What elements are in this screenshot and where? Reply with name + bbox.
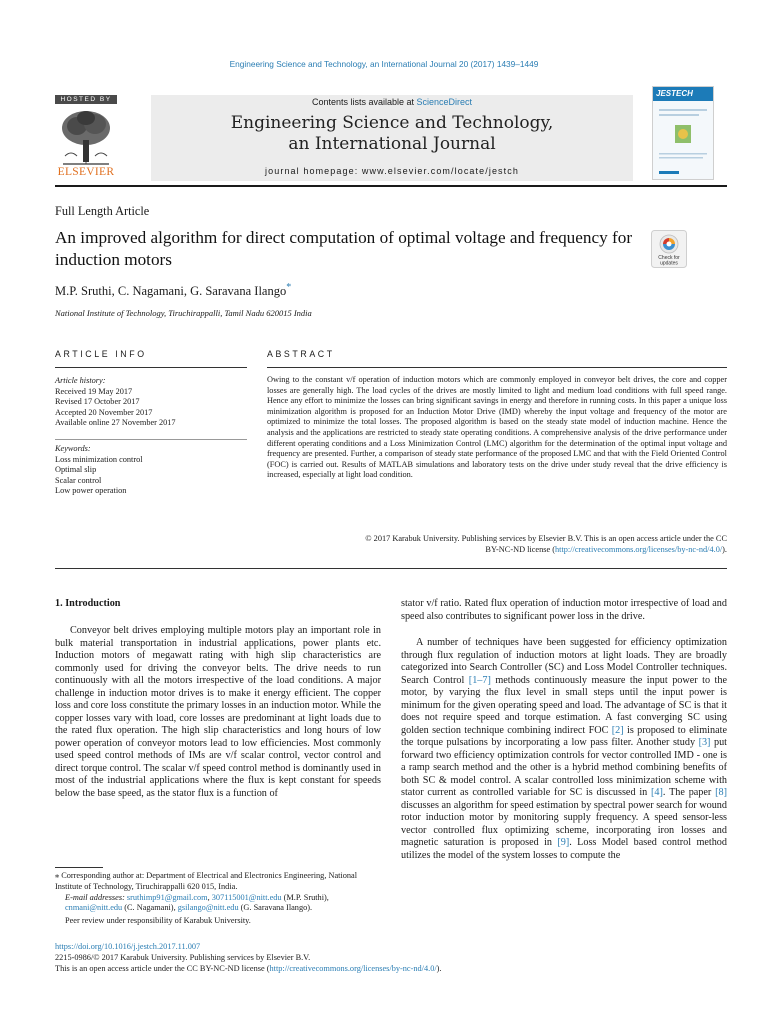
paragraph-text: methods continuously measure the input power to the motor, by varying the flux level in small steps until the input power is minimum for the given operating speed and load. The advantage of SC is that it does not require speed and torque estimation. A fast converging SC using golden section technique combining indirect FOC — [401, 674, 727, 736]
elsevier-logo-text: ELSEVIER — [57, 166, 115, 178]
journal-homepage[interactable]: journal homepage: www.elsevier.com/locate/jestch — [265, 166, 519, 176]
oa-prefix: This is an open access article under the CC BY-NC-ND license ( — [55, 963, 270, 973]
article-info-divider — [55, 367, 247, 368]
peer-review-note: Peer review under responsibility of Karabuk University. — [65, 916, 251, 926]
citation-link[interactable]: [2] — [611, 724, 624, 736]
open-access-line — [55, 964, 442, 975]
header-divider — [55, 185, 727, 187]
abstract-text: Owing to the constant v/f operation of induction motors which are commonly employed in conveyor belt drives, the core and copper losses are generally high. The load cycles of the drives are mostly limited to light and medium load conditions with full speed range. Hence any effort to minimize the losses can bring significant savings in energy and therefore in running costs. In this paper a unique loss minimization algorithm is proposed for an Induction Motor Drive (IMD) whereby the input voltage and frequency of the motor are optimized to minimize the total losses. The proposed algorithm is based on the steady state model of induction machine. Hence the analysis and the applications are restricted to steady state operating conditions. A comprehensive analysis of the drive performance under different operating conditions and a Loss Minimization Control (LMC) algorithm for the determination of the optimal input voltage and frequency are presented. Further, a comparison of steady state performance of the proposed LMC and that with the Field Oriented Control (FOC) is carried out. Results of MATLAB simulations and laboratory tests on the drive under study reveal that the drive efficiency is increased, especially at light load condition. — [267, 375, 727, 480]
bottom-meta — [55, 942, 442, 974]
email-owner: (M.P. Sruthi), — [281, 892, 329, 902]
keywords-label: Keywords: — [55, 444, 91, 453]
contents-available-line — [151, 95, 633, 107]
abstract-bottom-divider — [55, 568, 727, 569]
history-accepted: Accepted 20 November 2017 — [55, 407, 153, 417]
citation-link[interactable]: [8] — [715, 787, 727, 798]
keyword-item: Low power operation — [55, 486, 127, 495]
contents-prefix: Contents lists available at — [311, 97, 417, 107]
svg-text:Check for: Check for — [658, 255, 680, 261]
license-prefix: BY-NC-ND license ( — [485, 544, 556, 554]
cover-logo: JESTECH — [653, 87, 713, 101]
doi-link[interactable]: https://doi.org/10.1016/j.jestch.2017.11.007 — [55, 942, 201, 951]
hosted-by-label: HOSTED BY — [55, 95, 117, 104]
author-list — [55, 282, 291, 299]
sciencedirect-link[interactable]: ScienceDirect — [416, 97, 473, 107]
email-owner: (G. Saravana Ilango). — [238, 903, 313, 913]
citation-link[interactable]: [3] — [698, 737, 711, 748]
email-link[interactable]: 307115001@nitt.edu — [211, 892, 282, 902]
paragraph — [401, 637, 727, 862]
paragraph: stator v/f ratio. Rated flux operation of induction motor irrespective of load and speed also contributes to significant power loss in the drive. — [401, 598, 727, 622]
oa-suffix: ). — [436, 963, 442, 973]
journal-title — [151, 113, 633, 155]
email-link[interactable]: gsilango@nitt.edu — [177, 903, 239, 913]
section-heading-introduction: 1. Introduction — [55, 598, 121, 609]
abstract-divider — [267, 367, 727, 368]
email-owner: (C. Nagamani), — [122, 903, 178, 913]
article-title: An improved algorithm for direct computation of optimal voltage and frequency for induction motors — [55, 228, 633, 269]
history-revised: Revised 17 October 2017 — [55, 397, 140, 406]
citation-link[interactable]: [1–7] — [468, 674, 491, 686]
author-names: M.P. Sruthi, C. Nagamani, G. Saravana Ilango — [55, 284, 287, 299]
email-link[interactable]: cnmani@nitt.edu — [65, 903, 123, 913]
citation-link[interactable]: [9] — [557, 837, 570, 848]
license-suffix: ). — [722, 544, 727, 554]
journal-cover-image — [652, 86, 714, 180]
paragraph: Conveyor belt drives employing multiple motors play an important role in bulk material transportation in industrial applications, power plants etc. Induction motors of megawatt rating with high slip characteristics are commonly used for driving the conveyor belts. The drive needs to run continuously with all the motors irrespective of the load conditions. A major challenge in induction motor drives is to make it energy efficient. The copper loss and core loss constitute the primary losses in an induction motor. While the copper losses vary with load, core losses are predominant at light loads due to the rated flux operation. The high slip characteristics and long hours of low power operation of conveyor motors lead to low efficiencies. Most commonly used speed control methods of IMs are v/f scalar control, vector control and direct torque control. The scalar v/f speed control method is dominantly used in most of the industrial applications where the flux is kept constant for speeds below the base speed, as the stator flux is a function of — [55, 625, 381, 799]
journal-title-line1: Engineering Science and Technology, — [230, 113, 554, 133]
abstract-copyright — [267, 534, 727, 555]
check-for-updates-icon[interactable] — [651, 230, 687, 268]
article-type: Full Length Article — [55, 204, 150, 218]
footnote — [55, 871, 381, 927]
paragraph-text: . Loss Model based control method utilizes the model of the system losses to compute the — [401, 837, 727, 861]
copyright-line: © 2017 Karabuk University. Publishing services by Elsevier B.V. This is an open access article under the CC — [365, 534, 727, 543]
keyword-item: Scalar control — [55, 475, 102, 485]
body-column-left — [55, 625, 381, 800]
paragraph-text: . The paper — [662, 787, 716, 798]
footnote-divider — [55, 867, 103, 868]
email-separator: , — [207, 892, 212, 902]
keyword-item: Loss minimization control — [55, 454, 143, 464]
paragraph-text: put forward two efficiency optimization controls for vector controlled IMD - one is a ramp search method and the other is a hybrid method combining benefits of both SC & model control. A scalar controlled loss minimization scheme with stator current as controlled variable for SC is discussed in — [401, 737, 727, 798]
keywords — [55, 444, 247, 497]
citation-link[interactable]: [4] — [651, 787, 663, 798]
journal-title-line2: an International Journal — [288, 134, 496, 154]
email-link[interactable]: sruthimp91@gmail.com — [126, 892, 208, 902]
keywords-divider — [55, 439, 247, 440]
abstract-heading: ABSTRACT — [267, 349, 335, 359]
article-history — [55, 376, 247, 429]
journal-reference-link[interactable]: Engineering Science and Technology, an International Journal 20 (2017) 1439–1449 — [229, 59, 539, 69]
oa-license-link[interactable]: http://creativecommons.org/licenses/by-nc-nd/4.0/ — [269, 963, 437, 973]
license-link[interactable]: http://creativecommons.org/licenses/by-nc-nd/4.0/ — [555, 544, 723, 554]
abstract-body — [267, 375, 727, 481]
history-received: Received 19 May 2017 — [55, 386, 133, 396]
affiliation: National Institute of Technology, Tiruchirappalli, Tamil Nadu 620015 India — [55, 308, 312, 318]
elsevier-tree-logo-icon — [55, 106, 117, 166]
corresponding-author-note: ⁎ Corresponding author at: Department of Electrical and Electronics Engineering, National Institute of Technology, Tiruchirappalli 620 015, India. — [55, 871, 358, 891]
keyword-item: Optimal slip — [55, 465, 97, 474]
email-addresses — [55, 893, 381, 915]
body-column-right-continuation — [401, 598, 727, 623]
issn-line: 2215-0986/© 2017 Karabuk University. Publishing services by Elsevier B.V. — [55, 952, 311, 962]
svg-text:updates: updates — [660, 260, 678, 267]
license-line — [267, 545, 727, 556]
email-label: E-mail addresses: — [65, 892, 127, 902]
history-label: Article history: — [55, 376, 106, 385]
body-column-right — [401, 637, 727, 862]
paragraph-text: is proposed to eliminate the torque pulsations by incorporating a low pass filter. Another study — [401, 724, 727, 748]
article-info-heading: ARTICLE INFO — [55, 349, 147, 359]
paragraph-text: discusses an algorithm for speed estimation by spectral power search for wound rotor induction motor by monitoring supply frequency. A speed sensor-less vector controlled flux optimizing scheme, incorporating iron losses and magnetic saturation is proposed in — [401, 799, 727, 848]
cover-art-icon — [653, 101, 713, 179]
corresponding-author-mark[interactable]: * — [286, 282, 292, 293]
paragraph-text: A number of techniques have been suggested for efficiency optimization through flux regulation of induction motors at light loads. They are broadly categorized into Search Controller (SC) and Loss Model Controller techniques. Search Control — [401, 637, 727, 686]
history-online: Available online 27 November 2017 — [55, 418, 176, 427]
